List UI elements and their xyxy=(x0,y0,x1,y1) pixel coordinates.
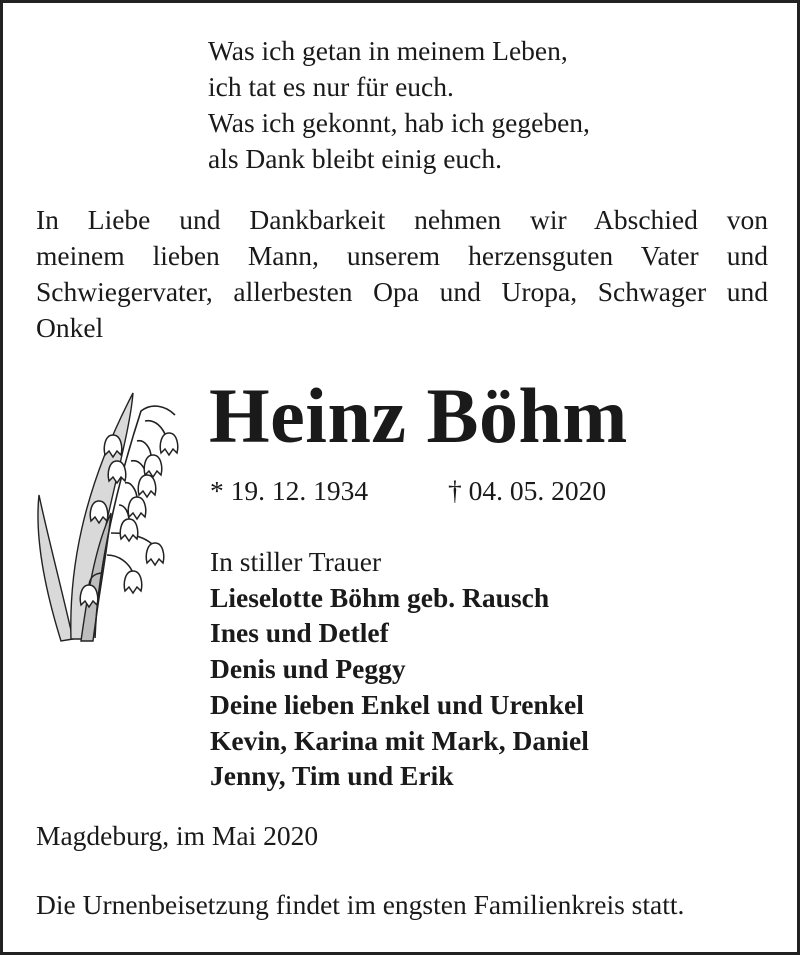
poem-line: ich tat es nur für euch. xyxy=(208,71,454,102)
mourner-name: Kevin, Karina mit Mark, Daniel xyxy=(210,724,589,756)
poem-line: als Dank bleibt einig euch. xyxy=(208,143,503,174)
intro-line: Onkel xyxy=(36,312,104,343)
mourning-heading: In stiller Trauer xyxy=(210,546,382,577)
mourner-name: Ines und Detlef xyxy=(210,617,389,649)
mourners-block xyxy=(210,544,589,794)
funeral-notice: Die Urnenbeisetzung findet im engsten Familienkreis statt. xyxy=(36,889,685,920)
mourner-name: Deine lieben Enkel und Urenkel xyxy=(210,688,584,720)
mourner-name: Lieselotte Böhm geb. Rausch xyxy=(210,581,550,613)
intro-line: meinem lieben Mann, unserem herzensguten Vater und xyxy=(36,240,768,271)
poem-line: Was ich gekonnt, hab ich gegeben, xyxy=(208,107,590,138)
intro-line: In Liebe und Dankbarkeit nehmen wir Abschied von xyxy=(36,204,768,235)
life-dates xyxy=(210,473,607,509)
poem-line: Was ich getan in meinem Leben, xyxy=(208,35,568,66)
birth-date: * 19. 12. 1934 xyxy=(210,475,369,506)
death-date: † 04. 05. 2020 xyxy=(448,475,607,506)
place-and-date: Magdeburg, im Mai 2020 xyxy=(36,820,319,851)
mourner-name: Jenny, Tim und Erik xyxy=(210,760,454,792)
mourner-name: Denis und Peggy xyxy=(210,653,406,685)
intro-line: Schwiegervater, allerbesten Opa und Uropa, Schwager und xyxy=(36,276,768,307)
intro-paragraph xyxy=(36,202,768,346)
deceased-name: Heinz Böhm xyxy=(209,372,628,459)
lily-of-the-valley-icon xyxy=(33,383,203,643)
poem xyxy=(208,33,590,177)
